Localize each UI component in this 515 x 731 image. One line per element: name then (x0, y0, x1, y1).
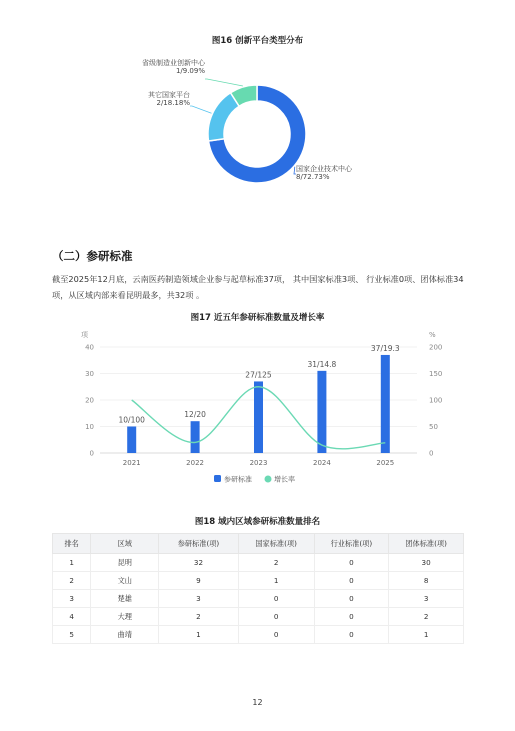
cell: 3 (53, 590, 91, 608)
x-tick-label: 2023 (249, 459, 268, 467)
cell: 2 (53, 572, 91, 590)
cell: 大理 (91, 608, 159, 626)
right-axis-label: % (429, 331, 436, 339)
legend-label-line: 增长率 (274, 475, 295, 484)
donut-chart (0, 50, 515, 250)
cell: 1 (159, 626, 239, 644)
cell: 32 (159, 554, 239, 572)
right-tick-label: 100 (429, 396, 443, 405)
fig16-caption: 图16 创新平台类型分布 (211, 36, 304, 46)
bar-data-label: 31/14.8 (307, 359, 337, 369)
cell: 昆明 (91, 554, 159, 572)
bar-data-label: 12/20 (184, 410, 206, 420)
bar (317, 371, 326, 453)
left-tick-label: 0 (89, 449, 94, 458)
table-row (53, 608, 464, 626)
legend-label-bar: 参研标准 (224, 475, 252, 484)
left-tick-label: 40 (85, 343, 94, 352)
ranking-table (52, 533, 464, 644)
cell: 0 (314, 554, 389, 572)
cell: 2 (389, 608, 464, 626)
right-tick-label: 200 (429, 343, 443, 352)
x-tick-label: 2022 (186, 459, 205, 467)
cell: 2 (159, 608, 239, 626)
table-row (53, 626, 464, 644)
col-national-header: 国家标准(项) (238, 534, 314, 554)
pie-slice-name: 其它国家平台 (148, 91, 190, 99)
table-row (53, 554, 464, 572)
bar (191, 421, 200, 453)
fig18-caption: 图18 域内区域参研标准数量排名 (194, 517, 321, 527)
col-group-header: 团体标准(项) (389, 534, 464, 554)
bar-data-label: 10/100 (118, 415, 145, 425)
bar-data-label: 27/125 (245, 370, 272, 380)
section-paragraph: 截至2025年12月底，云南医药制造领域企业参与起草标准37项， 其中国家标准3项、 行业标准0项、团体标准34项，从区域内部来看昆明最多，共32项 。 (52, 274, 464, 300)
cell: 3 (389, 590, 464, 608)
left-tick-label: 10 (85, 423, 94, 431)
section-heading: （二）参研标准 (52, 249, 133, 263)
col-rank-header: 排名 (53, 534, 91, 554)
right-tick-label: 150 (429, 370, 443, 378)
left-tick-label: 30 (85, 370, 94, 378)
bar (254, 381, 263, 453)
legend-swatch-line (265, 476, 272, 483)
table-row (53, 590, 464, 608)
pie-slice-name: 省级制造业创新中心 (142, 59, 205, 67)
cell: 8 (389, 572, 464, 590)
cell: 曲靖 (91, 626, 159, 644)
right-tick-label: 0 (429, 449, 434, 458)
x-tick-label: 2024 (312, 459, 331, 467)
table-row (53, 572, 464, 590)
cell: 0 (314, 626, 389, 644)
fig17-caption: 图17 近五年参研标准数量及增长率 (190, 313, 325, 323)
x-tick-label: 2025 (376, 459, 395, 467)
cell: 2 (238, 554, 314, 572)
cell: 5 (53, 626, 91, 644)
pie-leader-line (190, 106, 212, 113)
cell: 1 (53, 554, 91, 572)
col-region-header: 区域 (91, 534, 159, 554)
cell: 0 (238, 626, 314, 644)
cell: 30 (389, 554, 464, 572)
left-axis-label: 项 (81, 331, 88, 339)
cell: 3 (159, 590, 239, 608)
bar (127, 427, 136, 454)
cell: 0 (314, 608, 389, 626)
cell: 文山 (91, 572, 159, 590)
pie-slice-label: 1/9.09% (175, 67, 205, 75)
table-header-row (53, 534, 464, 554)
pie-slice-label: 2/18.18% (156, 99, 190, 107)
col-total-header: 参研标准(项) (159, 534, 239, 554)
cell: 4 (53, 608, 91, 626)
left-tick-label: 20 (85, 396, 94, 405)
cell: 0 (314, 590, 389, 608)
page-number: 12 (252, 698, 263, 707)
col-industry-header: 行业标准(项) (314, 534, 389, 554)
legend-swatch-bar (214, 475, 221, 482)
pie-slice-label: 8/72.73% (296, 173, 330, 181)
cell: 0 (314, 572, 389, 590)
right-tick-label: 50 (429, 423, 438, 431)
pie-leader-line (205, 79, 243, 86)
cell: 0 (238, 590, 314, 608)
bar (381, 355, 390, 453)
cell: 1 (238, 572, 314, 590)
bar-data-label: 37/19.3 (370, 343, 400, 353)
cell: 0 (238, 608, 314, 626)
cell: 楚雄 (91, 590, 159, 608)
cell: 9 (159, 572, 239, 590)
pie-slice-name: 国家企业技术中心 (296, 165, 352, 173)
combo-chart (0, 322, 515, 497)
x-tick-label: 2021 (122, 459, 141, 467)
cell: 1 (389, 626, 464, 644)
